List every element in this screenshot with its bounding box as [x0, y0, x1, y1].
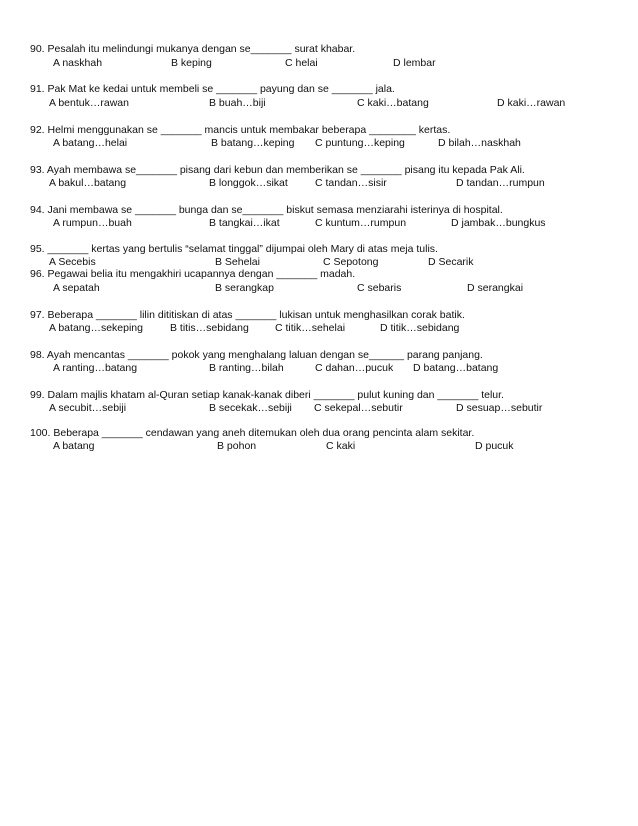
question-96: 96. Pegawai belia itu mengakhiri ucapannya dengan _______ madah.	[30, 268, 356, 280]
question-91: 91. Pak Mat ke kedai untuk membeli se _______ payung dan se _______ jala.	[30, 83, 395, 95]
q94-option-d: D jambak…bungkus	[451, 217, 546, 229]
q95-option-b: B Sehelai	[215, 256, 260, 268]
q97-option-c: C titik…sehelai	[275, 322, 346, 334]
q100-option-d: D pucuk	[475, 440, 514, 452]
q99-option-c: C sekepal…sebutir	[314, 402, 403, 414]
q93-option-b: B longgok…sikat	[209, 177, 288, 189]
q97-option-b: B titis…sebidang	[170, 322, 249, 334]
q90-option-d: D lembar	[393, 57, 436, 69]
q90-option-b: B keping	[171, 57, 212, 69]
q95-option-a: A Secebis	[49, 256, 96, 268]
question-93: 93. Ayah membawa se_______ pisang dari kebun dan memberikan se _______ pisang itu kepada Pak Ali.	[30, 164, 525, 176]
q98-option-b: B ranting…bilah	[209, 362, 284, 374]
q100-option-a: A batang	[53, 440, 95, 452]
q92-option-d: D bilah…naskhah	[438, 137, 521, 149]
q90-option-a: A naskhah	[53, 57, 103, 69]
q94-option-b: B tangkai…ikat	[209, 217, 280, 229]
q99-option-d: D sesuap…sebutir	[456, 402, 543, 414]
q90-option-c: C helai	[285, 57, 318, 69]
q99-option-b: B secekak…sebiji	[209, 402, 292, 414]
q95-option-c: C Sepotong	[323, 256, 379, 268]
question-94: 94. Jani membawa se _______ bunga dan se_______ biskut semasa menziarahi isterinya di hospital.	[30, 204, 503, 216]
q92-option-b: B batang…keping	[211, 137, 295, 149]
question-95: 95. _______ kertas yang bertulis “selamat tinggal” dijumpai oleh Mary di atas meja tulis.	[30, 243, 438, 255]
q96-option-c: C sebaris	[357, 282, 402, 294]
q97-option-a: A batang…sekeping	[49, 322, 143, 334]
q96-option-d: D serangkai	[467, 282, 524, 294]
question-92: 92. Helmi menggunakan se _______ mancis untuk membakar beberapa ________ kertas.	[30, 124, 451, 136]
q92-option-c: C puntung…keping	[315, 137, 405, 149]
q99-option-a: A secubit…sebiji	[49, 402, 127, 414]
question-90: 90. Pesalah itu melindungi mukanya dengan se_______ surat khabar.	[30, 43, 356, 55]
question-97: 97. Beberapa _______ lilin dititiskan di atas _______ lukisan untuk menghasilkan corak batik.	[30, 309, 465, 321]
q91-option-d: D kaki…rawan	[497, 97, 566, 109]
q94-option-c: C kuntum…rumpun	[315, 217, 407, 229]
q93-option-a: A bakul…batang	[49, 177, 127, 189]
question-98: 98. Ayah mencantas _______ pokok yang menghalang laluan dengan se______ parang panjang.	[30, 349, 483, 361]
q100-option-b: B pohon	[217, 440, 257, 452]
q93-option-d: D tandan…rumpun	[456, 177, 545, 189]
q100-option-c: C kaki	[326, 440, 356, 452]
q95-option-d: D Secarik	[428, 256, 474, 268]
q91-option-c: C kaki…batang	[357, 97, 429, 109]
q98-option-d: D batang…batang	[413, 362, 499, 374]
q98-option-c: C dahan…pucuk	[315, 362, 394, 374]
q94-option-a: A rumpun…buah	[53, 217, 132, 229]
q93-option-c: C tandan…sisir	[315, 177, 387, 189]
q96-option-a: A sepatah	[53, 282, 100, 294]
q91-option-b: B buah…biji	[209, 97, 266, 109]
q98-option-a: A ranting…batang	[53, 362, 138, 374]
question-100: 100. Beberapa _______ cendawan yang aneh ditemukan oleh dua orang pencinta alam sekitar.	[30, 427, 475, 439]
q97-option-d: D titik…sebidang	[380, 322, 460, 334]
q92-option-a: A batang…helai	[53, 137, 128, 149]
q96-option-b: B serangkap	[215, 282, 274, 294]
question-99: 99. Dalam majlis khatam al-Quran setiap kanak-kanak diberi _______ pulut kuning dan _______ telur.	[30, 389, 504, 401]
q91-option-a: A bentuk…rawan	[49, 97, 129, 109]
